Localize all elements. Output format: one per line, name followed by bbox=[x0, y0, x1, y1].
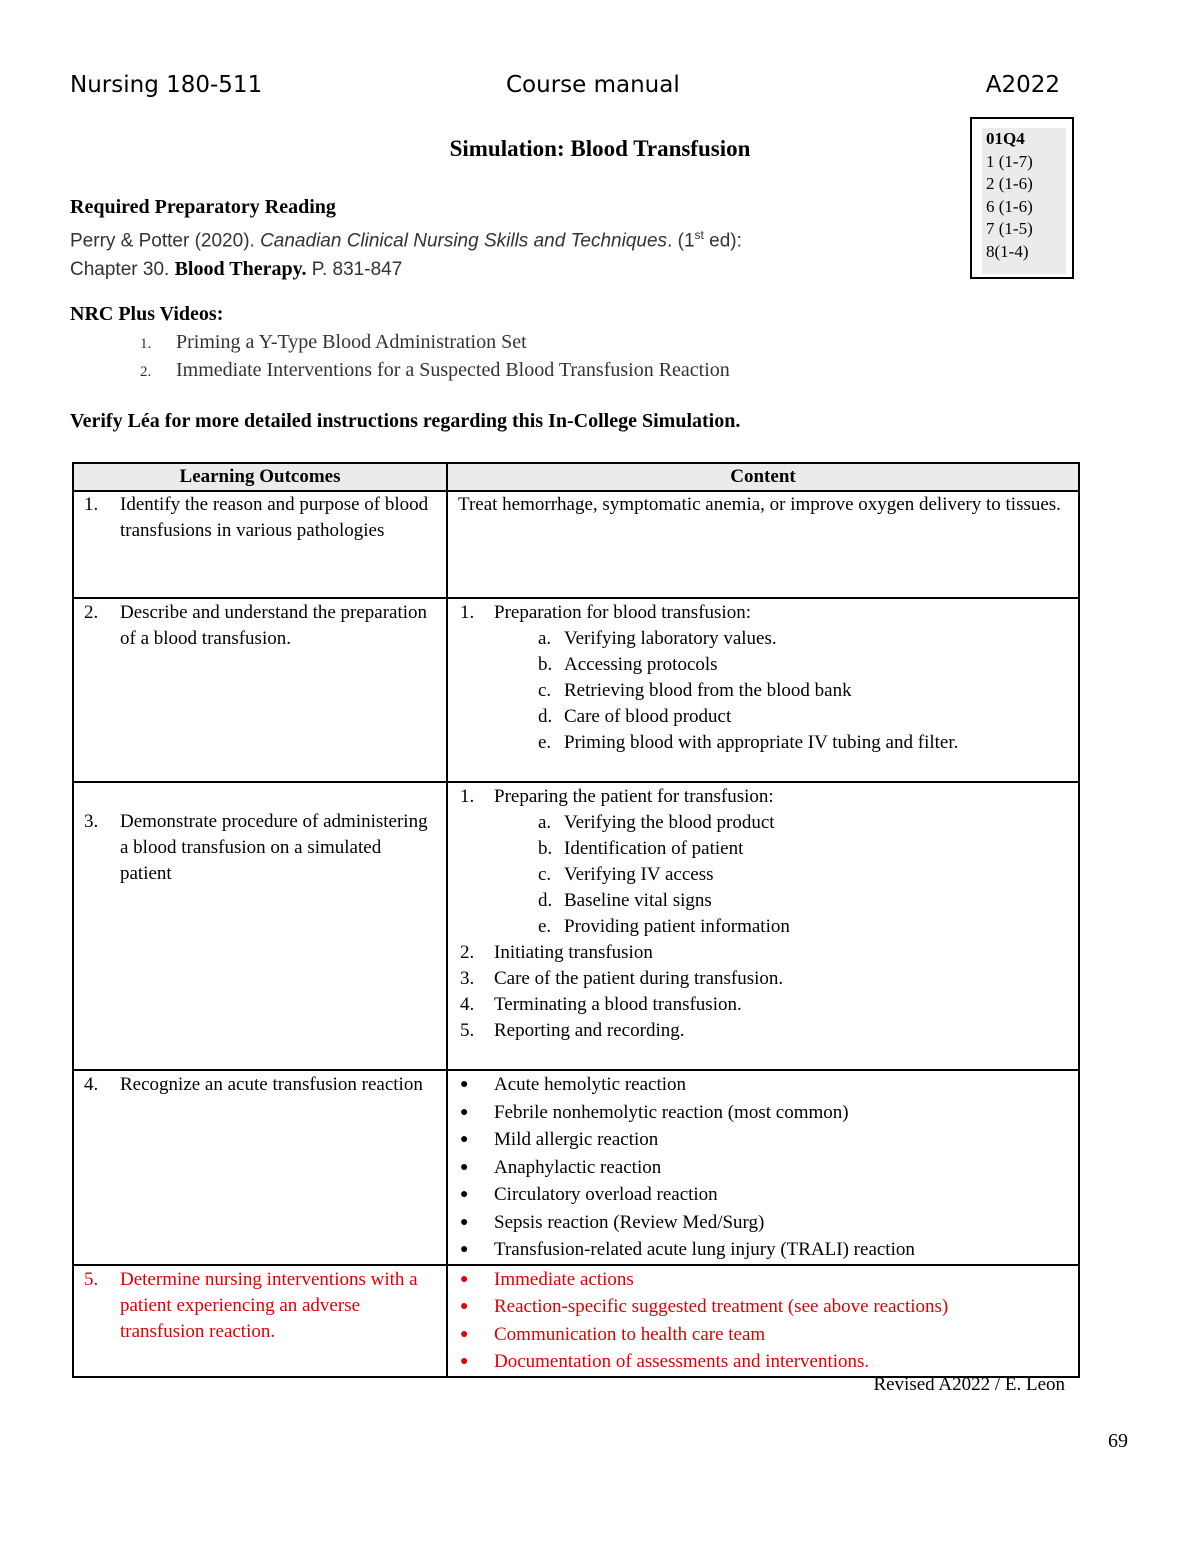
outcome-cell: 4. Recognize an acute transfusion reaction bbox=[73, 1070, 447, 1265]
list-item: b. Accessing protocols bbox=[538, 654, 718, 675]
chapter-title: Blood Therapy. bbox=[174, 258, 307, 281]
outcome-cell: 5. Determine nursing interventions with a patient experiencing an adverse transfusion reaction. bbox=[73, 1265, 447, 1377]
list-item: c. Verifying IV access bbox=[538, 864, 714, 885]
table-row bbox=[73, 598, 1079, 782]
video-item: 1. Priming a Y-Type Blood Administration Set bbox=[140, 331, 527, 353]
list-item: ● Acute hemolytic reaction bbox=[460, 1074, 687, 1095]
list-item: ● Immediate actions bbox=[460, 1268, 634, 1290]
table-header-row bbox=[73, 463, 1079, 491]
reading-citation: Perry & Potter (2020). Canadian Clinical Nursing Skills and Techniques. (1st ed): bbox=[70, 228, 742, 252]
page-number: 69 bbox=[1108, 1430, 1128, 1452]
table-row-highlighted bbox=[73, 1265, 1079, 1377]
list-item: e. Providing patient information bbox=[538, 916, 790, 937]
list-item: 5. Reporting and recording. bbox=[460, 1020, 685, 1041]
outcome-cell: 1. Identify the reason and purpose of blood transfusions in various pathologies bbox=[73, 491, 447, 598]
content-cell bbox=[447, 1070, 1079, 1265]
video-list bbox=[70, 328, 730, 384]
list-item: ● Sepsis reaction (Review Med/Surg) bbox=[460, 1211, 765, 1233]
outcome-cell: 2. Describe and understand the preparation of a blood transfusion. bbox=[73, 598, 447, 782]
nrc-heading: NRC Plus Videos: bbox=[70, 303, 224, 325]
video-item: 2. Immediate Interventions for a Suspected Blood Transfusion Reaction bbox=[140, 359, 730, 381]
competency-item: 8(1-4) bbox=[986, 241, 1029, 261]
list-item: c. Retrieving blood from the blood bank bbox=[538, 680, 852, 701]
required-reading bbox=[70, 193, 742, 284]
list-item: ● Febrile nonhemolytic reaction (most common) bbox=[460, 1101, 849, 1123]
competency-item: 7 (1-5) bbox=[986, 219, 1033, 238]
list-item: d. Care of blood product bbox=[538, 706, 732, 727]
manual-label: Course manual bbox=[506, 72, 680, 98]
table-row bbox=[73, 782, 1079, 1070]
revision-note: Revised A2022 / E. Leon bbox=[873, 1374, 1065, 1395]
competency-item: 2 (1-6) bbox=[986, 174, 1033, 193]
list-item: d. Baseline vital signs bbox=[538, 890, 712, 911]
competency-item: 6 (1-6) bbox=[986, 196, 1033, 216]
list-item: 4. Terminating a blood transfusion. bbox=[460, 994, 742, 1015]
content-cell: 1. Preparing the patient for transfusion: a. Verifying the blood product b. Identification of patient c. Verifying IV access d. Baseline vital signs e. Providing patient information 2. Initiating transfusion 3. Care of the patient during transfusion. 4. Terminating a blood transfusion. 5. Reporting and recording. bbox=[447, 782, 1079, 1070]
list-item: ● Mild allergic reaction bbox=[460, 1129, 659, 1150]
list-item: a. Verifying laboratory values. bbox=[538, 628, 777, 649]
page-title: Simulation: Blood Transfusion bbox=[449, 136, 751, 161]
list-item: 3. Care of the patient during transfusion. bbox=[460, 968, 784, 989]
list-item: ● Documentation of assessments and interventions. bbox=[460, 1351, 870, 1372]
list-item: ● Circulatory overload reaction bbox=[460, 1184, 718, 1205]
content-cell: Treat hemorrhage, symptomatic anemia, or improve oxygen delivery to tissues. bbox=[447, 491, 1079, 598]
table-row bbox=[73, 491, 1079, 598]
page-header bbox=[70, 72, 1060, 108]
list-item: 2. Initiating transfusion bbox=[460, 942, 653, 963]
nrc-videos bbox=[70, 300, 730, 384]
reading-chapter: Chapter 30. Blood Therapy. P. 831-847 bbox=[70, 258, 403, 281]
learning-outcomes-table bbox=[72, 462, 1080, 1378]
course-code: Nursing 180-511 bbox=[70, 72, 263, 98]
list-item: b. Identification of patient bbox=[538, 838, 744, 859]
list-item: ● Transfusion-related acute lung injury (TRALI) reaction bbox=[460, 1239, 915, 1260]
competency-title: 01Q4 bbox=[986, 129, 1025, 148]
list-item: e. Priming blood with appropriate IV tubing and filter. bbox=[538, 732, 959, 753]
list-item: a. Verifying the blood product bbox=[538, 812, 775, 833]
col-header-content: Content bbox=[447, 463, 1079, 491]
table-row bbox=[73, 1070, 1079, 1265]
list-item: ● Reaction-specific suggested treatment (see above reactions) bbox=[460, 1296, 949, 1317]
content-cell bbox=[447, 1265, 1079, 1377]
verify-instruction: Verify Léa for more detailed instructions regarding this In-College Simulation. bbox=[70, 410, 741, 432]
list-item: ● Anaphylactic reaction bbox=[460, 1156, 662, 1178]
outcome-cell: 3. Demonstrate procedure of administering a blood transfusion on a simulated patient bbox=[73, 782, 447, 1070]
col-header-outcomes: Learning Outcomes bbox=[73, 463, 447, 491]
term-label: A2022 bbox=[985, 72, 1060, 98]
list-item: ● Communication to health care team bbox=[460, 1323, 766, 1345]
competency-item: 1 (1-7) bbox=[986, 151, 1033, 171]
content-cell: 1. Preparation for blood transfusion: a. Verifying laboratory values. b. Accessing protocols c. Retrieving blood from the blood bank d. Care of blood product e. Priming blood with appropriate IV tubing and filter. bbox=[447, 598, 1079, 782]
reading-heading: Required Preparatory Reading bbox=[70, 196, 336, 218]
book-title: Canadian Clinical Nursing Skills and Techniques bbox=[260, 230, 668, 252]
